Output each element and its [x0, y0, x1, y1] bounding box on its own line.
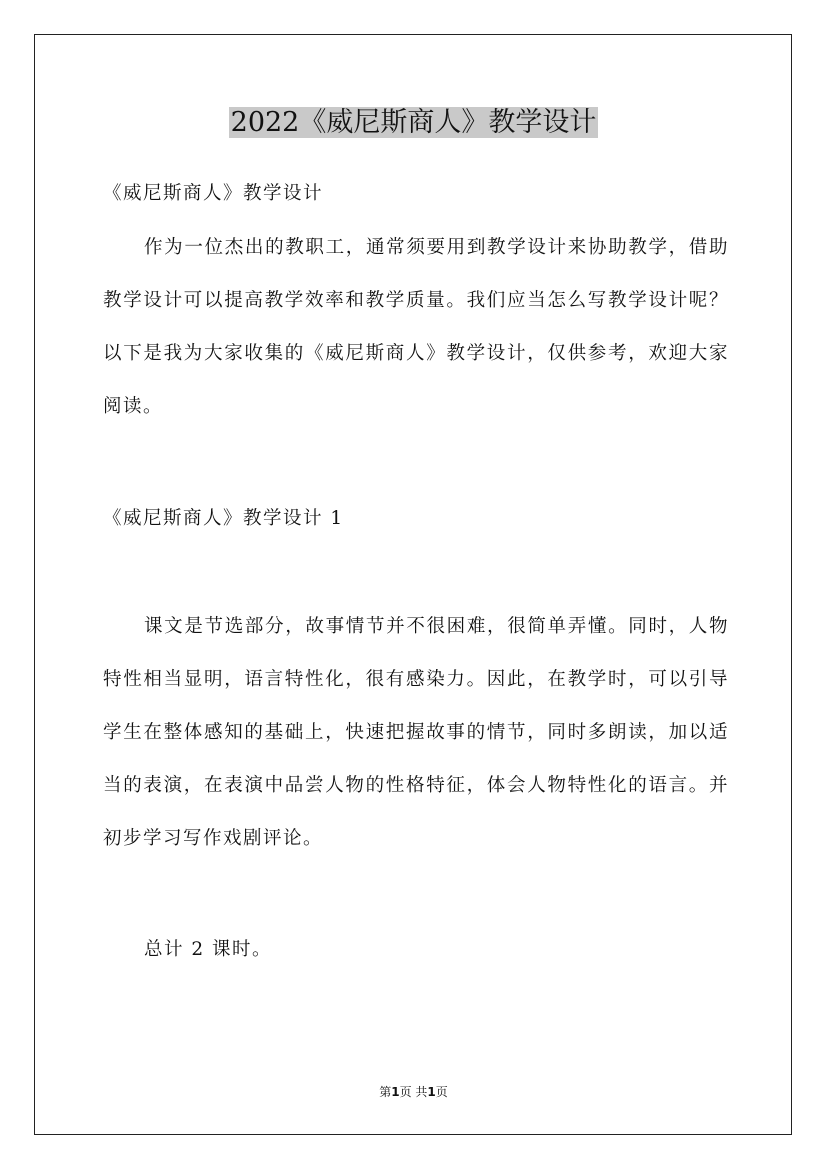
section-paragraph: 课文是节选部分，故事情节并不很困难，很简单弄懂。同时，人物特性相当显明，语言特性化，很有感染力。因此，在教学时，可以引导学生在整体感知的基础上，快速把握故事的情节，同时多朗读，加以适当的表演，在表演中品尝人物的性格特征，体会人物特性化的语言。并初步学习写作戏剧评论。 — [103, 616, 729, 849]
page-footer — [0, 1083, 827, 1101]
document-title — [0, 103, 827, 143]
lesson-total: 总计 2 课时。 — [144, 939, 273, 960]
footer-total-pages: 1 — [427, 1085, 436, 1099]
footer-page-suffix: 页 共 — [399, 1085, 428, 1099]
footer-total-suffix: 页 — [435, 1085, 448, 1099]
section-heading: 《威尼斯商人》教学设计 1 — [103, 508, 344, 529]
document-title-text: 2022《威尼斯商人》教学设计 — [230, 107, 597, 138]
footer-page-number: 1 — [391, 1085, 400, 1099]
footer-page-prefix: 第 — [379, 1085, 392, 1099]
document-subtitle: 《威尼斯商人》教学设计 — [103, 183, 324, 204]
intro-paragraph: 作为一位杰出的教职工，通常须要用到教学设计来协助教学，借助教学设计可以提高教学效率和教学质量。我们应当怎么写教学设计呢？以下是我为大家收集的《威尼斯商人》教学设计，仅供参考，欢迎大家阅读。 — [103, 237, 729, 417]
